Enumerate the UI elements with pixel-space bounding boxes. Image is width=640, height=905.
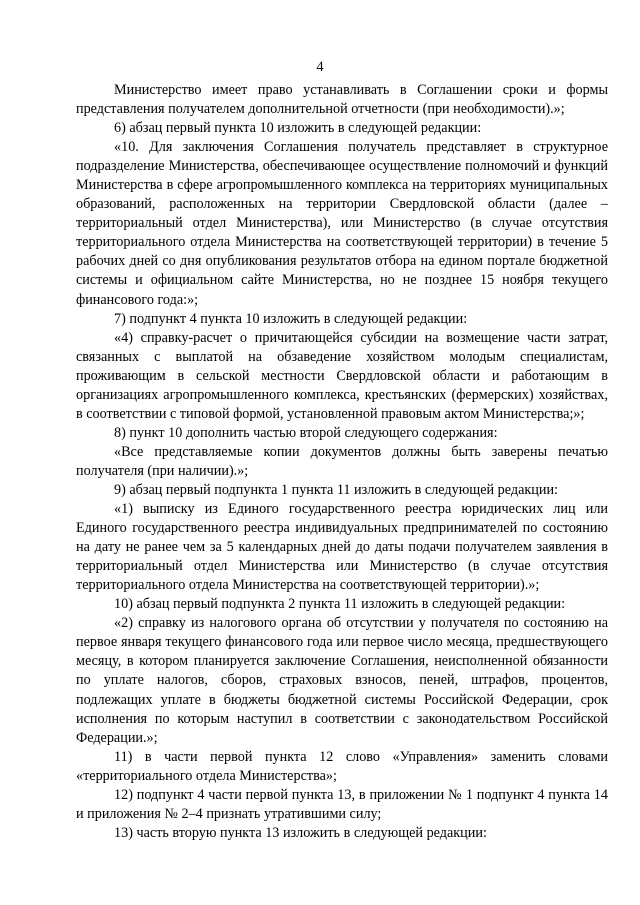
paragraph: «Все представляемые копии документов должны быть заверены печатью получателя (при наличии).»; [76,443,608,479]
paragraph: Министерство имеет право устанавливать в Соглашении сроки и формы представления получателем дополнительной отчетности (при необходимости).»; [76,82,608,118]
paragraph: 13) часть вторую пункта 13 изложить в следующей редакции: [114,824,487,841]
paragraph: 9) абзац первый подпункта 1 пункта 11 изложить в следующей редакции: [114,481,558,498]
paragraph: «2) справку из налогового органа об отсутствии у получателя по состоянию на первое января текущего финансового года или первое число месяца, предшествующего месяцу, в котором планируется заключение Соглашения, неисполненной обязанности по уплате налогов, сборов, страховых взносов, пеней, штрафов, процентов, подлежащих уплате в бюджеты бюджетной системы Российской Федерации, срок исполнения по которым наступил в соответствии с законодательством Российской Федерации.»; [76,615,608,746]
paragraph: «4) справку-расчет о причитающейся субсидии на возмещение части затрат, связанных с выплатой на обзаведение хозяйством молодым специалистам, проживающим в сельской местности Свердловской области и работающим в организациях агропромышленного комплекса, крестьянских (фермерских) хозяйствах, в соответствии с типовой формой, установленной правовым актом Министерства;»; [76,329,608,422]
page-number: 4 [316,59,324,75]
paragraph: 6) абзац первый пункта 10 изложить в следующей редакции: [114,120,482,137]
paragraph: 12) подпункт 4 части первой пункта 13, в приложении № 1 подпункт 4 пункта 14 и приложения № 2–4 признать утратившими силу; [76,786,608,822]
paragraph: «1) выписку из Единого государственного реестра юридических лиц или Единого государственного реестра индивидуальных предпринимателей по состоянию на дату не ранее чем за 5 календарных дней до даты подачи получателем заявления в территориальный отдел Министерства или Министерство (в случае отсутствия территориального отдела Министерства на соответствующей территории).»; [76,501,608,594]
paragraph: «10. Для заключения Соглашения получатель представляет в структурное подразделение Министерства, обеспечивающее осуществление полномочий и функций Министерства в сфере агропромышленного комплекса на территориях муниципальных образований, расположенных на территории Свердловской области (далее – территориальный отдел Министерства), или Министерство (в случае отсутствия территориального отдела Министерства на соответствующей территории) в течение 5 рабочих дней со дня опубликования результатов отбора на едином портале бюджетной системы и официальном сайте Министерства, но не позднее 15 ноября текущего финансового года:»; [76,139,608,308]
paragraph: 11) в части первой пункта 12 слово «Управления» заменить словами «территориального отдела Министерства»; [76,748,608,784]
paragraph: 7) подпункт 4 пункта 10 изложить в следующей редакции: [114,310,468,327]
document-body [76,81,608,843]
paragraph: 8) пункт 10 дополнить частью второй следующего содержания: [114,424,498,441]
paragraph: 10) абзац первый подпункта 2 пункта 11 изложить в следующей редакции: [114,596,566,613]
